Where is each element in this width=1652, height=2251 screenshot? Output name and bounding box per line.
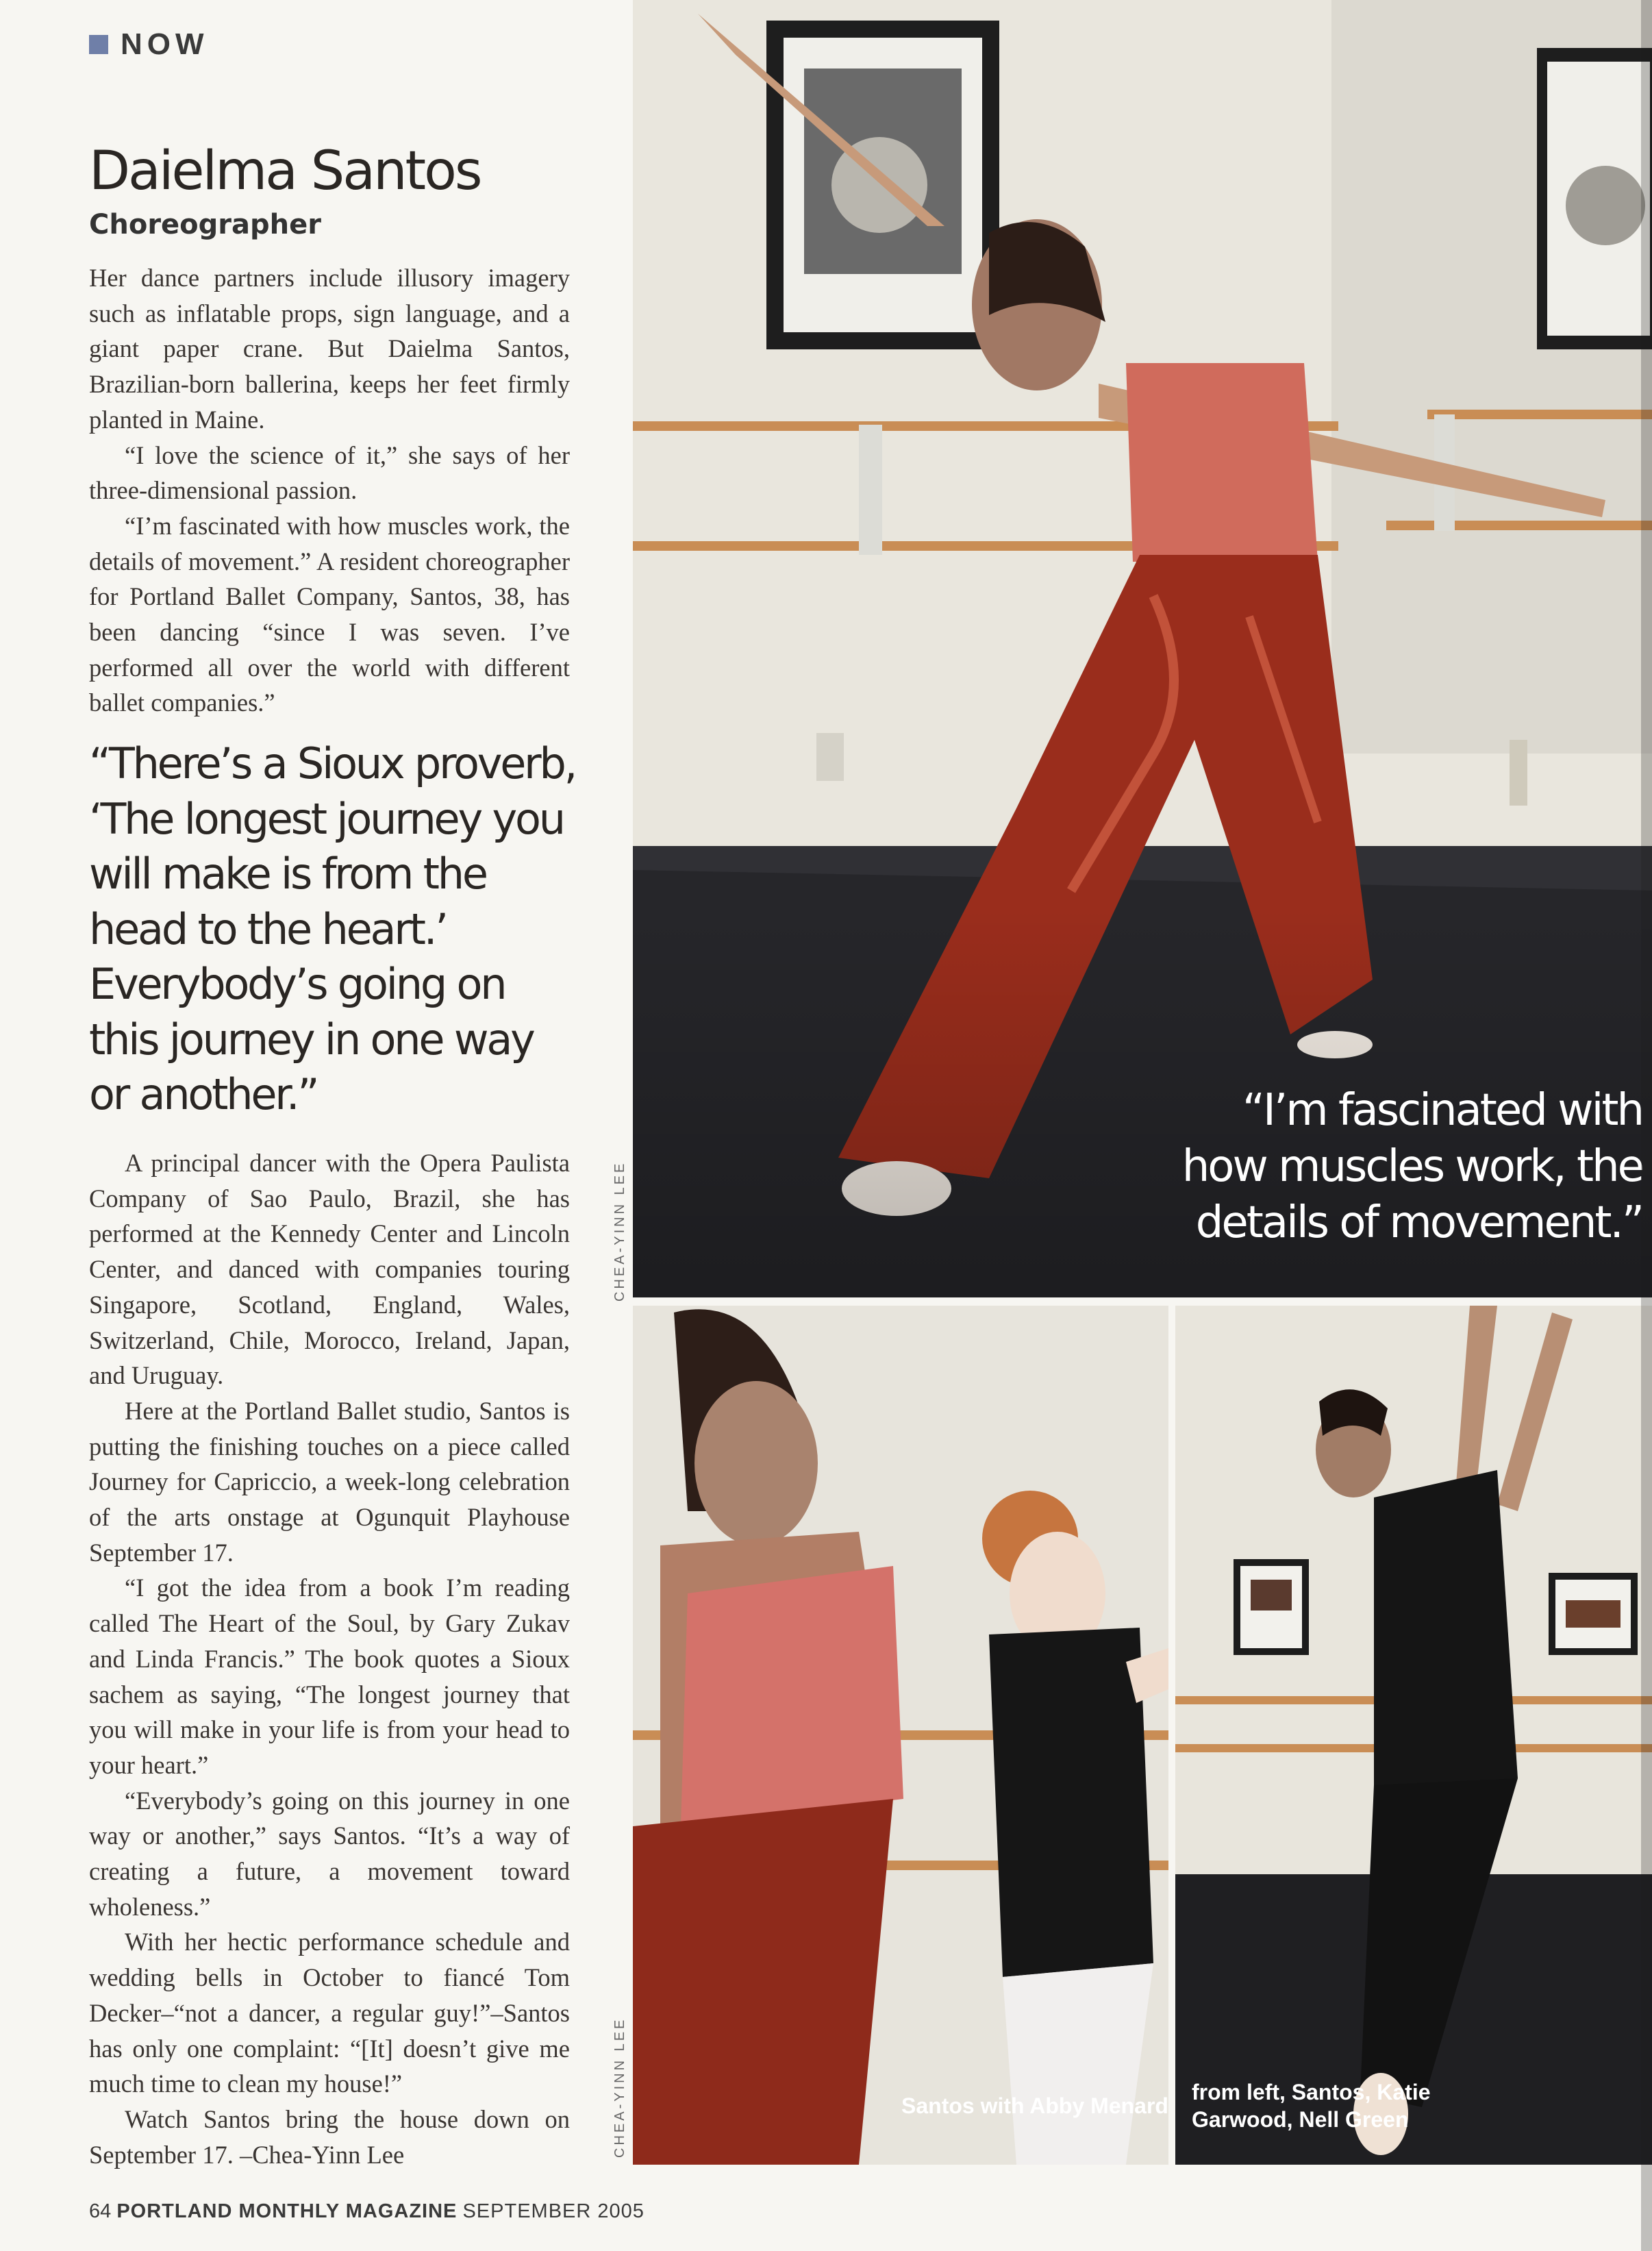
main-photo [633,0,1652,1297]
body-paragraph: Her dance partners include illusory imagery such as inflatable props, sign language, and a giant paper crane. But Daielma Santos, Brazilian-born ballerina, keeps her feet firmly planted in Maine. [89,264,570,434]
issue-date: SEPTEMBER 2005 [462,2200,644,2222]
body-paragraph: Here at the Portland Ballet studio, Santos is putting the finishing touches on a piece called Journey for Capriccio, a week-long celebration of the arts onstage at Ogunquit Playhouse September 17. [89,1396,570,1567]
page-footer [89,2200,644,2223]
body-paragraph: With her hectic performance schedule and wedding bells in October to fiancé Tom Decker–“not a dancer, a regular guy!”–Santos has only one complaint: “[It] doesn’t give me much time to clean my house!” [89,1928,570,2098]
page-number: 64 [89,2200,112,2222]
photo-credit-bottom: CHEA-YINN LEE [612,2017,627,2158]
binding-gutter [1641,0,1652,2251]
section-tag [89,27,209,62]
body-paragraph: “I love the science of it,” she says of her three-dimensional passion. [89,440,570,505]
body-paragraph: A principal dancer with the Opera Paulista Company of Sao Paulo, Brazil, she has performed at the Kennedy Center and Lincoln Center, and danced with companies touring Singapore, Scotland, England, Wales, Switzerland, Chile, Morocco, Ireland, Japan, and Uruguay. [89,1149,570,1390]
photo-santos-with-student [633,1306,1168,2165]
caption-line: Garwood, Nell Green [1192,2107,1409,2132]
body-paragraph: “I’m fascinated with how muscles work, the details of movement.” A resident choreographer for Portland Ballet Company, Santos, 38, has been dancing “since I was seven. I’ve performed all over the world with different ballet companies.” [89,511,570,717]
body-column-one [89,260,570,721]
photo-credit-top: CHEA-YINN LEE [612,1160,627,1302]
pull-quote: “There’s a Sioux proverb, ‘The longest journey you will make is from the head to the heart.’ Everybody’s going on this journey in one way or another.” [89,738,576,1119]
overlay-quote-line: details of movement.” [1195,1197,1642,1248]
body-column-two [89,1145,570,2172]
body-paragraph: “Everybody’s going on this journey in one way or another,” says Santos. “It’s a way of creating a future, a movement toward wholeness.” [89,1786,570,1921]
photo-overlay-quote [1122,1082,1642,1251]
publication-name: PORTLAND MONTHLY MAGAZINE [116,2200,458,2222]
article-subtitle: Choreographer [89,209,321,240]
overlay-quote-line: “I’m fascinated with [1242,1085,1642,1136]
section-marker-icon [89,35,108,54]
dancer-leap-illustration [1175,1306,1652,2165]
dancers-at-barre-illustration [633,1306,1168,2165]
photo-caption [1192,2078,1431,2133]
section-label: NOW [121,27,209,61]
body-paragraph: Watch Santos bring the house down on September 17. –Chea-Yinn Lee [89,2104,570,2169]
caption-line: from left, Santos, Katie [1192,2080,1431,2104]
article-title: Daielma Santos [89,140,481,202]
photo-santos-jumping [1175,1306,1652,2165]
overlay-quote-line: how muscles work, the [1181,1141,1642,1192]
photo-caption: Santos with Abby Menard [901,2093,1168,2118]
body-paragraph: “I got the idea from a book I’m reading called The Heart of the Soul, by Gary Zukav and Linda Francis.” The book quotes a Sioux sachem as saying, “The longest journey that you will make in your life is from your head to your heart.” [89,1574,570,1779]
